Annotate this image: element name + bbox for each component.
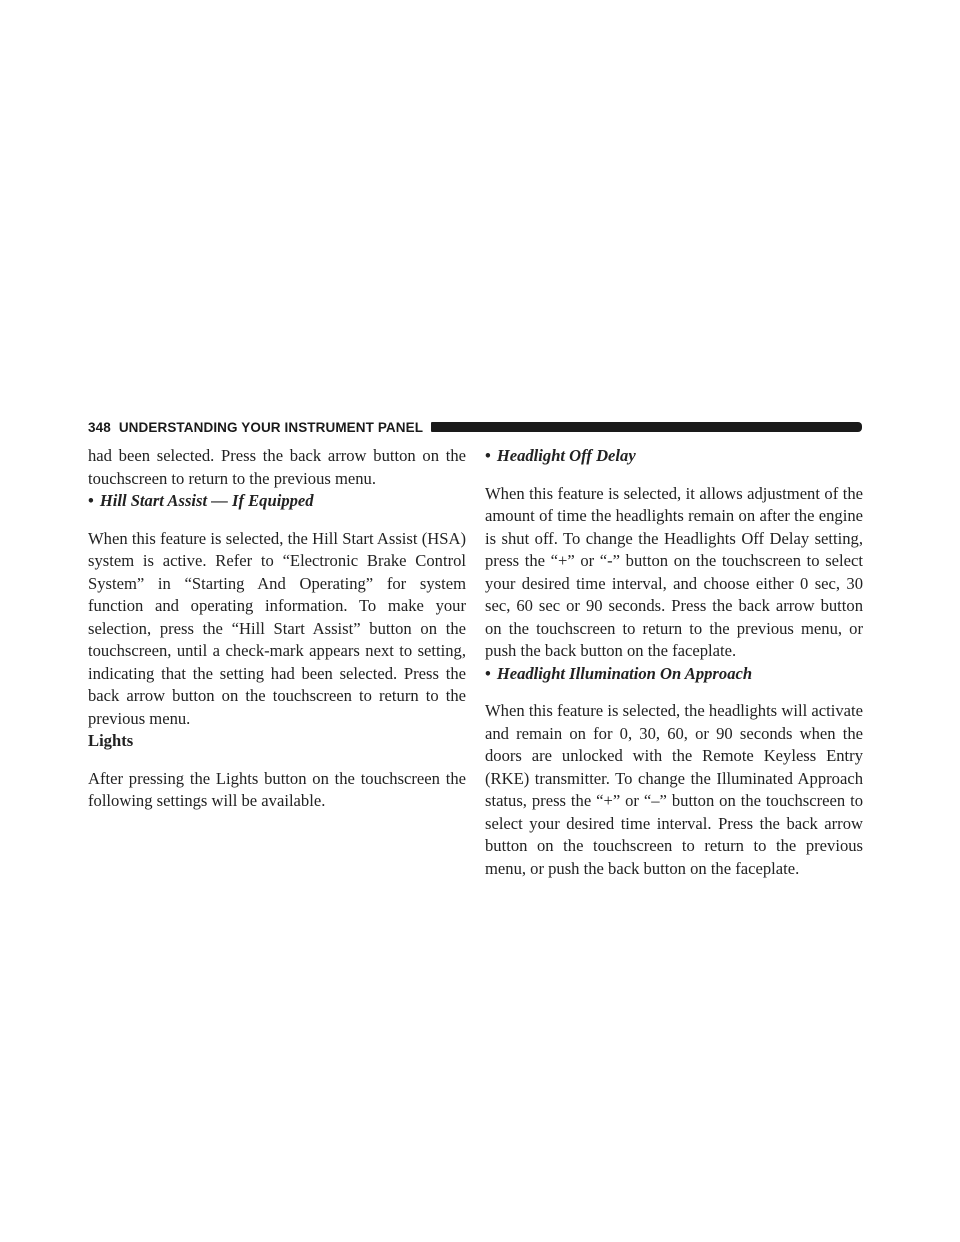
bullet-heading-hill-start-assist [88,490,466,513]
bullet-heading-text: Hill Start Assist — If Equipped [99,491,314,510]
bullet-icon: • [485,446,491,465]
left-column [88,445,466,813]
bullet-heading-text: Headlight Off Delay [496,446,636,465]
paragraph-lights: After pressing the Lights button on the touchscreen the following settings will be available. [88,768,466,810]
bullet-icon: • [485,663,491,683]
bullet-heading-headlight-illumination-on-approach [485,663,863,686]
bullet-icon: • [88,491,94,510]
paragraph-headlight-illumination-on-approach: When this feature is selected, the headlights will activate and remain on for 0, 30, 60, or 90 seconds when the doors are unlocked with the Remote Keyless Entry (RKE) transmitter. To change the Illuminated Approach status, press the “+” or “–” button on the touchscreen to select your desired time interval. Press the back arrow button on the touchscreen to return to the previous menu, or push the back button on the faceplate. [485,701,863,878]
right-column [485,445,863,880]
paragraph-intro: had been selected. Press the back arrow button on the touchscreen to return to the previous menu. [88,446,466,488]
page-header [88,417,862,437]
bullet-heading-headlight-off-delay [485,445,863,468]
subheading-lights: Lights [88,731,134,750]
bullet-heading-text: Headlight Illumination On Approach [496,663,753,683]
page-number: 348 [88,419,111,435]
header-rule [431,422,862,432]
paragraph-headlight-off-delay: When this feature is selected, it allows adjustment of the amount of time the headlights remain on after the engine is shut off. To change the Headlights Off Delay setting, press the “+” or “-” button on the touchscreen to select your desired time interval, and choose either 0 sec, 30 sec, 60 sec or 90 seconds. Press the back arrow button on the touchscreen to return to the previous menu, or push the back button on the faceplate. [485,483,863,660]
section-title: UNDERSTANDING YOUR INSTRUMENT PANEL [118,419,424,435]
paragraph-hill-start-assist: When this feature is selected, the Hill Start Assist (HSA) system is active. Refer to “Electronic Brake Control System” in “Starting And Operating” for system function and operating information. To make your selection, press the “Hill Start Assist” button on the touchscreen, until a check-mark appears next to setting, indicating that the setting had been selected. Press the back arrow button on the touchscreen to return to the previous menu. [88,528,466,728]
